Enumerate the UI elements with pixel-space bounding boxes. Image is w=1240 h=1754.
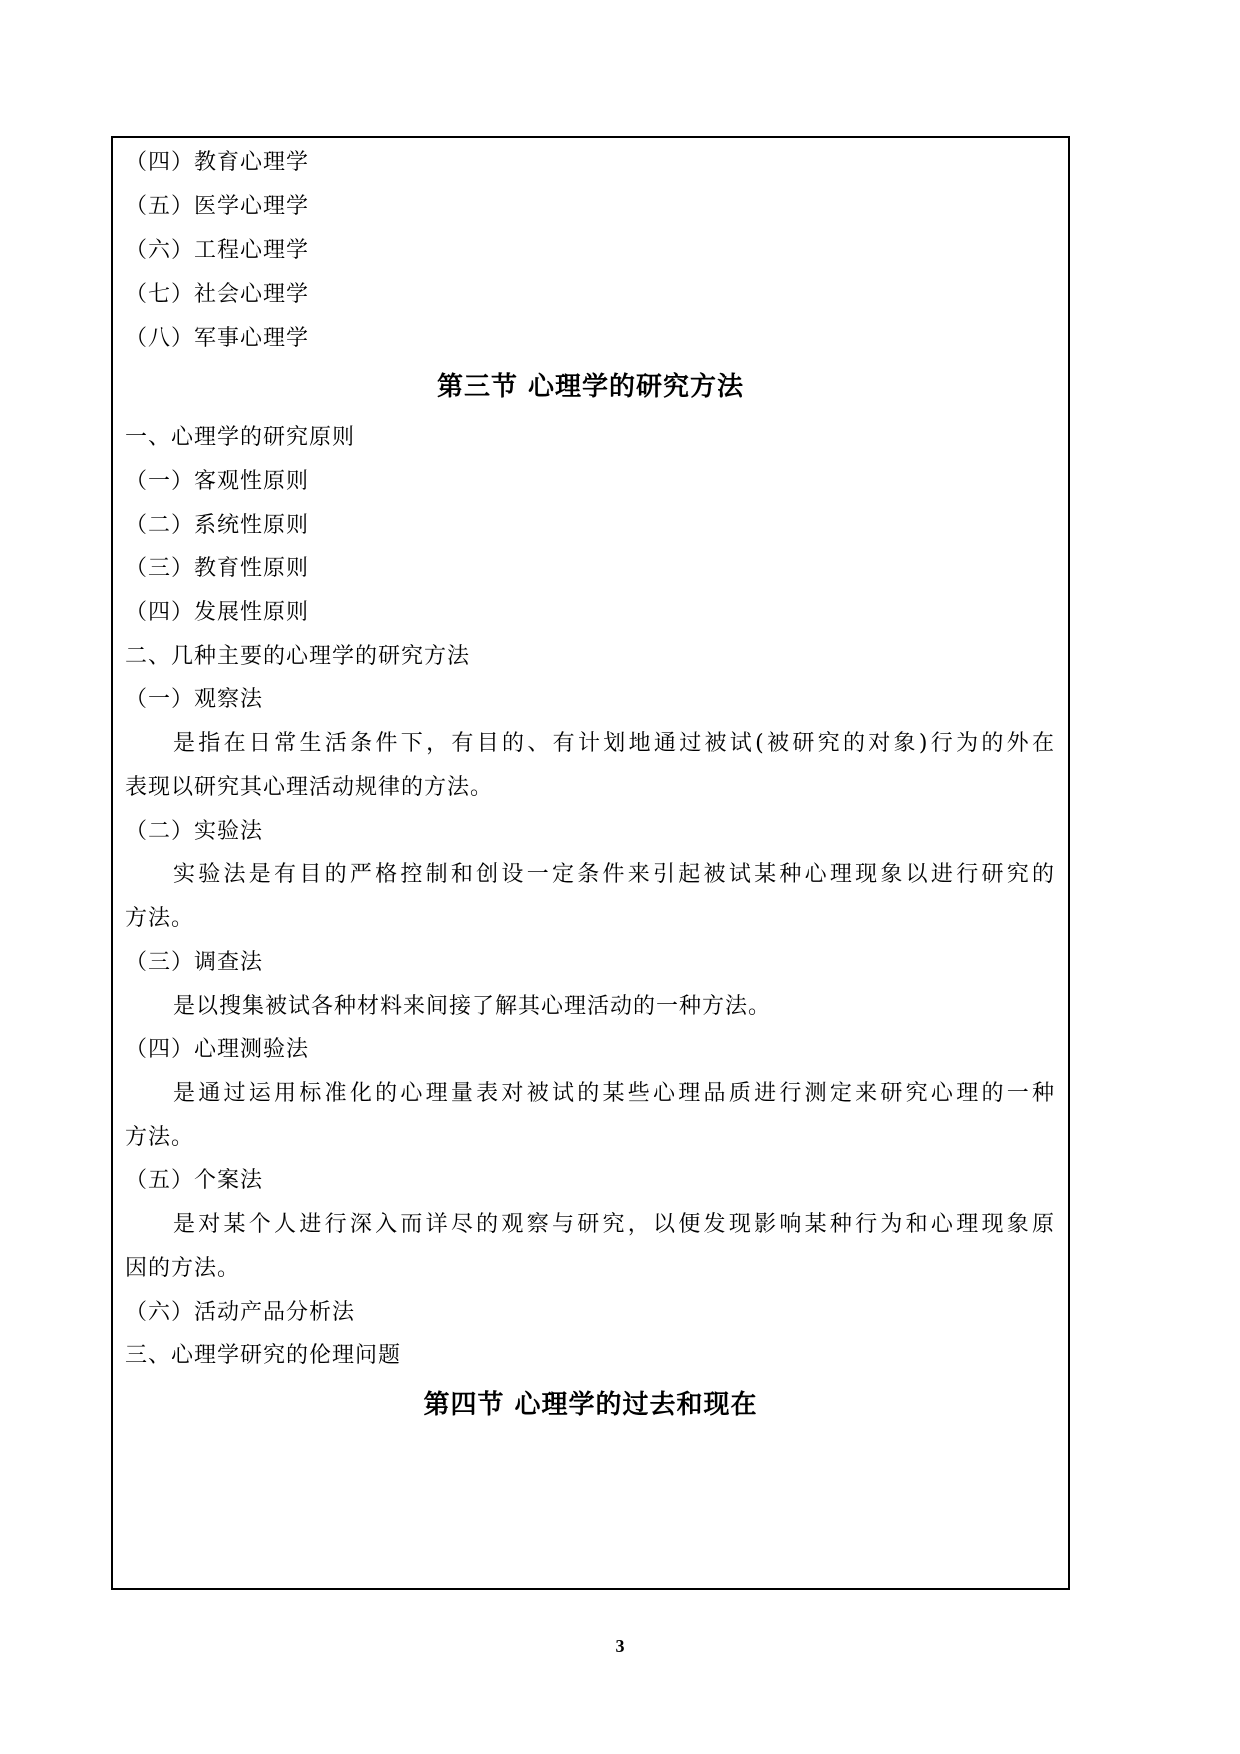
observation-title: （一）观察法 [125, 687, 264, 712]
list-item: （三）教育性原则 [125, 556, 310, 581]
list-item: （八）军事心理学 [125, 326, 310, 351]
testing-text: 是通过运用标准化的心理量表对被试的某些心理品质进行测定来研究心理的一种 [173, 1081, 1055, 1106]
list-item: （一）客观性原则 [125, 469, 310, 494]
list-item: （四）教育心理学 [125, 150, 310, 175]
survey-text: 是以搜集被试各种材料来间接了解其心理活动的一种方法。 [173, 994, 772, 1019]
principles-heading: 一、心理学的研究原则 [125, 425, 356, 450]
experiment-text: 方法。 [125, 906, 195, 931]
experiment-text: 实验法是有目的严格控制和创设一定条件来引起被试某种心理现象以进行研究的 [173, 862, 1055, 887]
page-number: 3 [615, 1636, 625, 1656]
case-title: （五）个案法 [125, 1168, 264, 1193]
observation-text: 是指在日常生活条件下，有目的、有计划地通过被试(被研究的对象)行为的外在 [173, 731, 1055, 756]
methods-heading: 二、几种主要的心理学的研究方法 [125, 644, 471, 669]
list-item: （二）系统性原则 [125, 513, 310, 538]
ethics-heading: 三、心理学研究的伦理问题 [125, 1343, 402, 1368]
observation-text: 表现以研究其心理活动规律的方法。 [125, 775, 494, 800]
section4-title: 第四节 心理学的过去和现在 [423, 1390, 758, 1420]
case-text: 因的方法。 [125, 1256, 241, 1281]
survey-title: （三）调查法 [125, 950, 264, 975]
list-item: （五）医学心理学 [125, 194, 310, 219]
case-text: 是对某个人进行深入而详尽的观察与研究，以便发现影响某种行为和心理现象原 [173, 1212, 1055, 1237]
list-item: （四）发展性原则 [125, 600, 310, 625]
section3-title: 第三节 心理学的研究方法 [436, 372, 745, 402]
list-item: （七）社会心理学 [125, 282, 310, 307]
product-title: （六）活动产品分析法 [125, 1300, 356, 1325]
experiment-title: （二）实验法 [125, 819, 264, 844]
content-table-cell [111, 136, 1070, 1590]
testing-text: 方法。 [125, 1125, 195, 1150]
testing-title: （四）心理测验法 [125, 1037, 310, 1062]
list-item: （六）工程心理学 [125, 238, 310, 263]
